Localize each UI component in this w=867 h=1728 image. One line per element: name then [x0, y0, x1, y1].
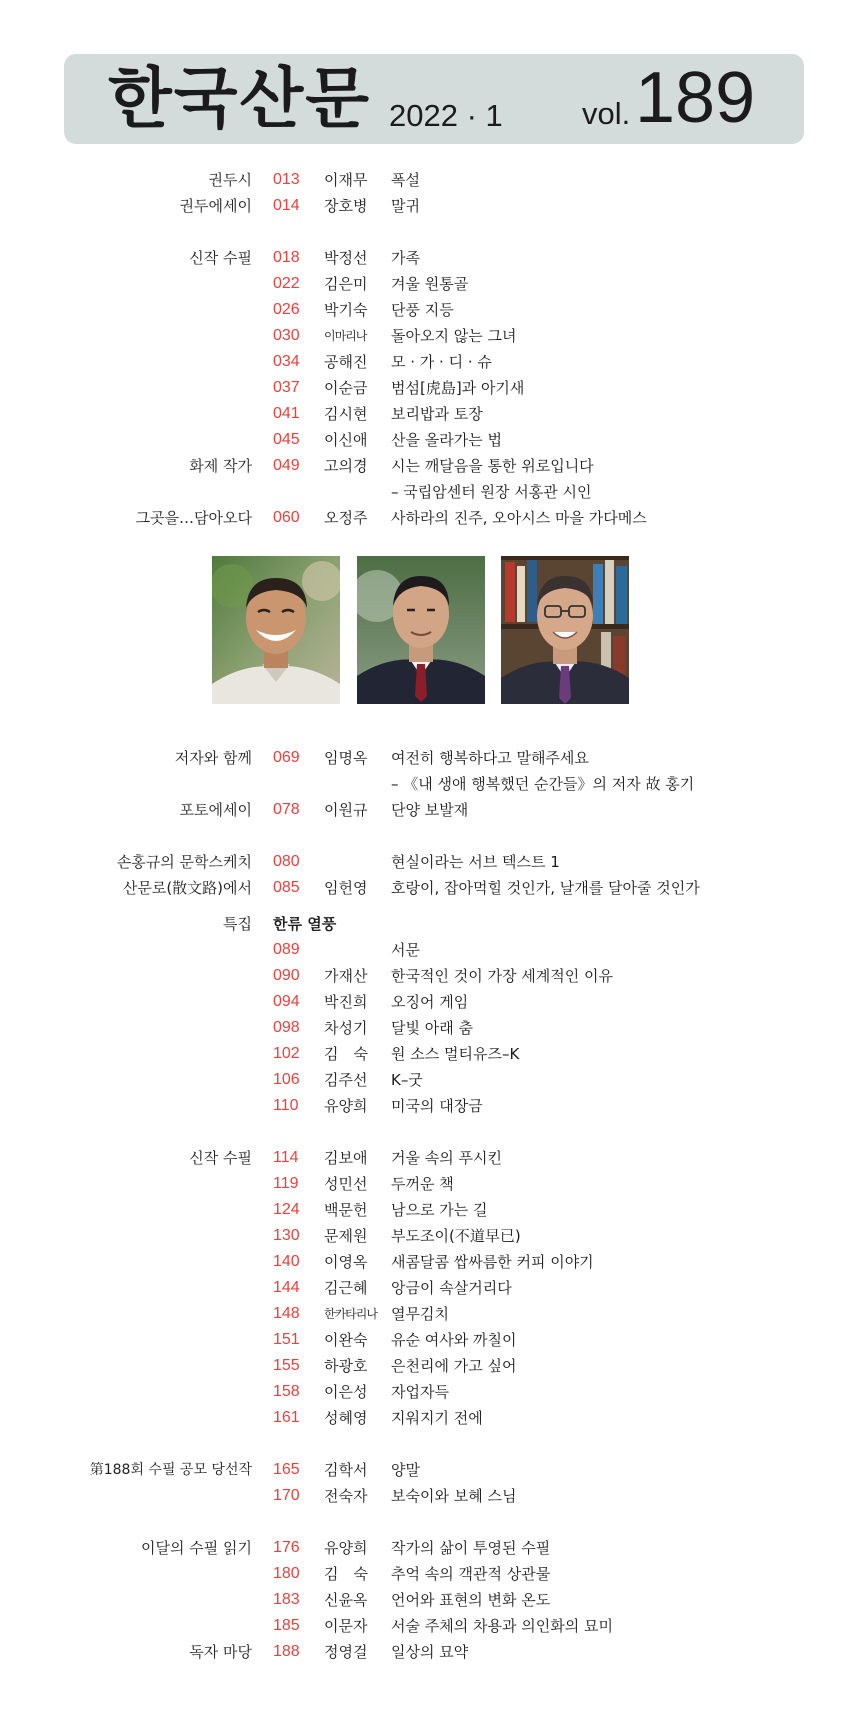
author-photo-man-with-glasses — [501, 556, 629, 704]
toc-section: 신작 수필 — [189, 249, 252, 267]
toc-page-number: 013 — [273, 171, 300, 188]
toc-row — [0, 1224, 867, 1248]
toc-section: 화제 작가 — [189, 457, 252, 475]
toc-title: 지워지기 전에 — [391, 1409, 483, 1427]
toc-author: 유양희 — [324, 1097, 368, 1115]
toc-author: 이순금 — [324, 379, 368, 397]
toc-row — [0, 1458, 867, 1482]
toc-section: 특집 — [223, 915, 252, 933]
toc-page-number: 037 — [273, 379, 300, 396]
toc-row — [0, 324, 867, 348]
toc-author: 김은미 — [324, 275, 368, 293]
toc-row — [0, 990, 867, 1014]
toc-section: 독자 마당 — [189, 1643, 252, 1661]
toc-title: – 《내 생애 행복했던 순간들》의 저자 故 홍기 — [391, 775, 695, 793]
toc-row — [0, 1536, 867, 1560]
toc-page-number: 130 — [273, 1227, 300, 1244]
toc-author: 김시현 — [324, 405, 368, 423]
toc-title: 서문 — [391, 941, 420, 959]
toc-page-number: 110 — [273, 1097, 299, 1114]
toc-section: 포토에세이 — [179, 801, 252, 819]
toc-page-number: 041 — [273, 405, 300, 422]
toc-row — [0, 746, 867, 770]
toc-title: 추억 속의 객관적 상관물 — [391, 1565, 551, 1583]
toc-title: 두꺼운 책 — [391, 1175, 454, 1193]
toc-title: 미국의 대장금 — [391, 1097, 483, 1115]
toc-title: 범섬[虎島]과 아기새 — [391, 379, 525, 397]
toc-title: 시는 깨달음을 통한 위로입니다 — [391, 457, 594, 475]
toc-author: 오정주 — [324, 509, 368, 527]
toc-row — [0, 1068, 867, 1092]
toc-author: 이영옥 — [324, 1253, 368, 1271]
magazine-title: 한국산문 — [108, 60, 372, 137]
toc-author: 문제원 — [324, 1227, 368, 1245]
toc-page-number: 045 — [273, 431, 300, 448]
toc-row — [0, 938, 867, 962]
toc-author: 박기숙 — [324, 301, 368, 319]
toc-section: 손홍규의 문학스케치 — [116, 853, 252, 871]
toc-title: 양말 — [391, 1461, 420, 1479]
toc-page-number: 183 — [273, 1591, 300, 1608]
toc-section: 이달의 수필 읽기 — [141, 1539, 252, 1557]
toc-title: 겨울 원통골 — [391, 275, 469, 293]
toc-row — [0, 876, 867, 900]
toc-page-number: 114 — [273, 1149, 299, 1166]
toc-row — [0, 1380, 867, 1404]
toc-row — [0, 772, 867, 796]
toc-row — [0, 402, 867, 426]
toc-row — [0, 272, 867, 296]
toc-page-number: 030 — [273, 327, 300, 344]
toc-page-number: 089 — [273, 941, 300, 958]
toc-author: 정영걸 — [324, 1643, 368, 1661]
toc-author: 임명옥 — [324, 749, 368, 767]
toc-author: 백문헌 — [324, 1201, 368, 1219]
toc-title: 모 · 가 · 디 · 슈 — [391, 353, 492, 371]
toc-row — [0, 964, 867, 988]
toc-row — [0, 506, 867, 530]
toc-title: 부도조이(不道早已) — [391, 1227, 521, 1245]
toc-row — [0, 1484, 867, 1508]
toc-title: 새콤달콤 쌉싸름한 커피 이야기 — [391, 1253, 594, 1271]
toc-page-number: 185 — [273, 1617, 300, 1634]
toc-title: 산을 올라가는 법 — [391, 431, 502, 449]
toc-row — [0, 1354, 867, 1378]
author-photo-man-in-suit — [357, 556, 485, 704]
toc-title: 돌아오지 않는 그녀 — [391, 327, 517, 345]
toc-title: 열무김치 — [391, 1305, 449, 1323]
toc-row — [0, 1094, 867, 1118]
toc-title: 남으로 가는 길 — [391, 1201, 488, 1219]
toc-section: 권두시 — [208, 171, 252, 189]
toc-section: 저자와 함께 — [174, 749, 252, 767]
toc-page-number: 151 — [273, 1331, 300, 1348]
toc-feature-title: 한류 열풍 — [273, 915, 337, 933]
toc-row — [0, 1016, 867, 1040]
toc-page-number: 078 — [273, 801, 300, 818]
toc-title: 오징어 게임 — [391, 993, 469, 1011]
toc-page-number: 090 — [273, 967, 300, 984]
toc-author: 장호병 — [324, 197, 368, 215]
toc-row — [0, 376, 867, 400]
toc-row — [0, 194, 867, 218]
toc-row — [0, 1302, 867, 1326]
toc-page-number: 188 — [273, 1643, 300, 1660]
toc-author: 차성기 — [324, 1019, 368, 1037]
toc-title: 보숙이와 보혜 스님 — [391, 1487, 517, 1505]
toc-title: 폭설 — [391, 171, 420, 189]
toc-page-number: 049 — [273, 457, 300, 474]
toc-page-number: 148 — [273, 1305, 300, 1322]
toc-author: 이문자 — [324, 1617, 368, 1635]
toc-title: 현실이라는 서브 텍스트 1 — [391, 853, 560, 871]
toc-author: 한카타리나 — [324, 1307, 377, 1321]
toc-title: 보리밥과 토장 — [391, 405, 483, 423]
toc-page-number: 102 — [273, 1045, 300, 1062]
toc-title: 작가의 삶이 투영된 수필 — [391, 1539, 551, 1557]
toc-title: 유순 여사와 까칠이 — [391, 1331, 517, 1349]
toc-row — [0, 246, 867, 270]
toc-page-number: 069 — [273, 749, 300, 766]
toc-section: 그곳을…담아오다 — [135, 509, 252, 527]
toc-title: – 국립암센터 원장 서홍관 시인 — [391, 483, 592, 501]
toc-row — [0, 1146, 867, 1170]
toc-row — [0, 1588, 867, 1612]
toc-page-number: 026 — [273, 301, 300, 318]
toc-row — [0, 480, 867, 504]
toc-author: 박정선 — [324, 249, 368, 267]
toc-author: 가재산 — [324, 967, 368, 985]
toc-row — [0, 1640, 867, 1664]
toc-author: 김보애 — [324, 1149, 368, 1167]
masthead — [64, 54, 804, 144]
toc-author: 김 숙 — [324, 1565, 368, 1583]
toc-author: 고의경 — [324, 457, 368, 475]
toc-page-number: 080 — [273, 853, 300, 870]
toc-author: 김주선 — [324, 1071, 368, 1089]
toc-page-number: 155 — [273, 1357, 300, 1374]
toc-row — [0, 298, 867, 322]
toc-row — [0, 1042, 867, 1066]
toc-author: 이재무 — [324, 171, 368, 189]
toc-page-number: 144 — [273, 1279, 300, 1296]
toc-title: 원 소스 멀티유즈–K — [391, 1045, 520, 1063]
toc-page-number: 022 — [273, 275, 300, 292]
toc-title: 사하라의 진주, 오아시스 마을 가다메스 — [391, 509, 647, 527]
toc-page-number: 018 — [273, 249, 300, 266]
toc-title: 말귀 — [391, 197, 420, 215]
toc-title: 한국적인 것이 가장 세계적인 이유 — [391, 967, 613, 985]
volume-label: vol. — [582, 96, 631, 131]
toc-author: 이원규 — [324, 801, 368, 819]
toc-author: 김학서 — [324, 1461, 368, 1479]
issue-date: 2022 · 1 — [389, 98, 503, 133]
toc-page-number: 119 — [273, 1175, 299, 1192]
toc-section: 권두에세이 — [179, 197, 252, 215]
toc-author: 이은성 — [324, 1383, 368, 1401]
toc-author: 이완숙 — [324, 1331, 368, 1349]
toc-author: 전숙자 — [324, 1487, 368, 1505]
toc-page-number: 161 — [273, 1409, 300, 1426]
toc-row — [0, 912, 867, 936]
toc-title: 단양 보발재 — [391, 801, 469, 819]
toc-title: 단풍 지등 — [391, 301, 454, 319]
author-photos — [212, 556, 630, 706]
toc-row — [0, 1328, 867, 1352]
toc-page-number: 180 — [273, 1565, 300, 1582]
toc-author: 임헌영 — [324, 879, 368, 897]
toc-row — [0, 850, 867, 874]
toc-title: 달빛 아래 춤 — [391, 1019, 473, 1037]
toc-title: 거울 속의 푸시킨 — [391, 1149, 502, 1167]
toc-section: 산문로(散文路)에서 — [122, 879, 252, 897]
toc-page-number: 060 — [273, 509, 300, 526]
toc-author: 공해진 — [324, 353, 368, 371]
toc-row — [0, 1562, 867, 1586]
toc-page-number: 165 — [273, 1461, 300, 1478]
toc-page-number: 124 — [273, 1201, 300, 1218]
toc-title: K–굿 — [391, 1071, 423, 1089]
toc-title: 여전히 행복하다고 말해주세요 — [391, 749, 589, 767]
toc-row — [0, 1250, 867, 1274]
toc-page-number: 085 — [273, 879, 300, 896]
toc-row — [0, 1276, 867, 1300]
toc-author: 김 숙 — [324, 1045, 368, 1063]
toc-title: 서술 주체의 차용과 의인화의 묘미 — [391, 1617, 613, 1635]
toc-row — [0, 168, 867, 192]
toc-row — [0, 1198, 867, 1222]
toc-author: 신윤옥 — [324, 1591, 368, 1609]
toc-author: 이신애 — [324, 431, 368, 449]
toc-row — [0, 1406, 867, 1430]
author-photo-smiling-man — [212, 556, 340, 704]
toc-row — [0, 428, 867, 452]
toc-title: 일상의 묘약 — [391, 1643, 469, 1661]
toc-author: 유양희 — [324, 1539, 368, 1557]
toc-page-number: 140 — [273, 1253, 300, 1270]
toc-row — [0, 1614, 867, 1638]
volume-number: 189 — [635, 58, 756, 138]
toc-author: 이마리나 — [324, 329, 367, 343]
toc-title: 가족 — [391, 249, 420, 267]
toc-row — [0, 1172, 867, 1196]
toc-title: 앙금이 속살거리다 — [391, 1279, 512, 1297]
toc-author: 성민선 — [324, 1175, 368, 1193]
toc-section: 第188회 수필 공모 당선작 — [89, 1462, 252, 1478]
toc-page-number: 158 — [273, 1383, 300, 1400]
toc-page-number: 034 — [273, 353, 300, 370]
toc-author: 박진희 — [324, 993, 368, 1011]
toc-page-number: 094 — [273, 993, 300, 1010]
toc-author: 김근혜 — [324, 1279, 368, 1297]
toc-page-number: 106 — [273, 1071, 300, 1088]
toc-page-number: 170 — [273, 1487, 300, 1504]
toc-row — [0, 798, 867, 822]
toc-author: 성혜영 — [324, 1409, 368, 1427]
toc-title: 은천리에 가고 싶어 — [391, 1357, 517, 1375]
toc-page-number: 098 — [273, 1019, 300, 1036]
toc-page-number: 176 — [273, 1539, 300, 1556]
toc-title: 자업자득 — [391, 1383, 449, 1401]
toc-row — [0, 350, 867, 374]
toc-page-number: 014 — [273, 197, 300, 214]
toc-row — [0, 454, 867, 478]
toc-title: 호랑이, 잡아먹힐 것인가, 날개를 달아줄 것인가 — [391, 879, 700, 897]
toc-author: 하광호 — [324, 1357, 368, 1375]
toc-title: 언어와 표현의 변화 온도 — [391, 1591, 551, 1609]
toc-section: 신작 수필 — [189, 1149, 252, 1167]
